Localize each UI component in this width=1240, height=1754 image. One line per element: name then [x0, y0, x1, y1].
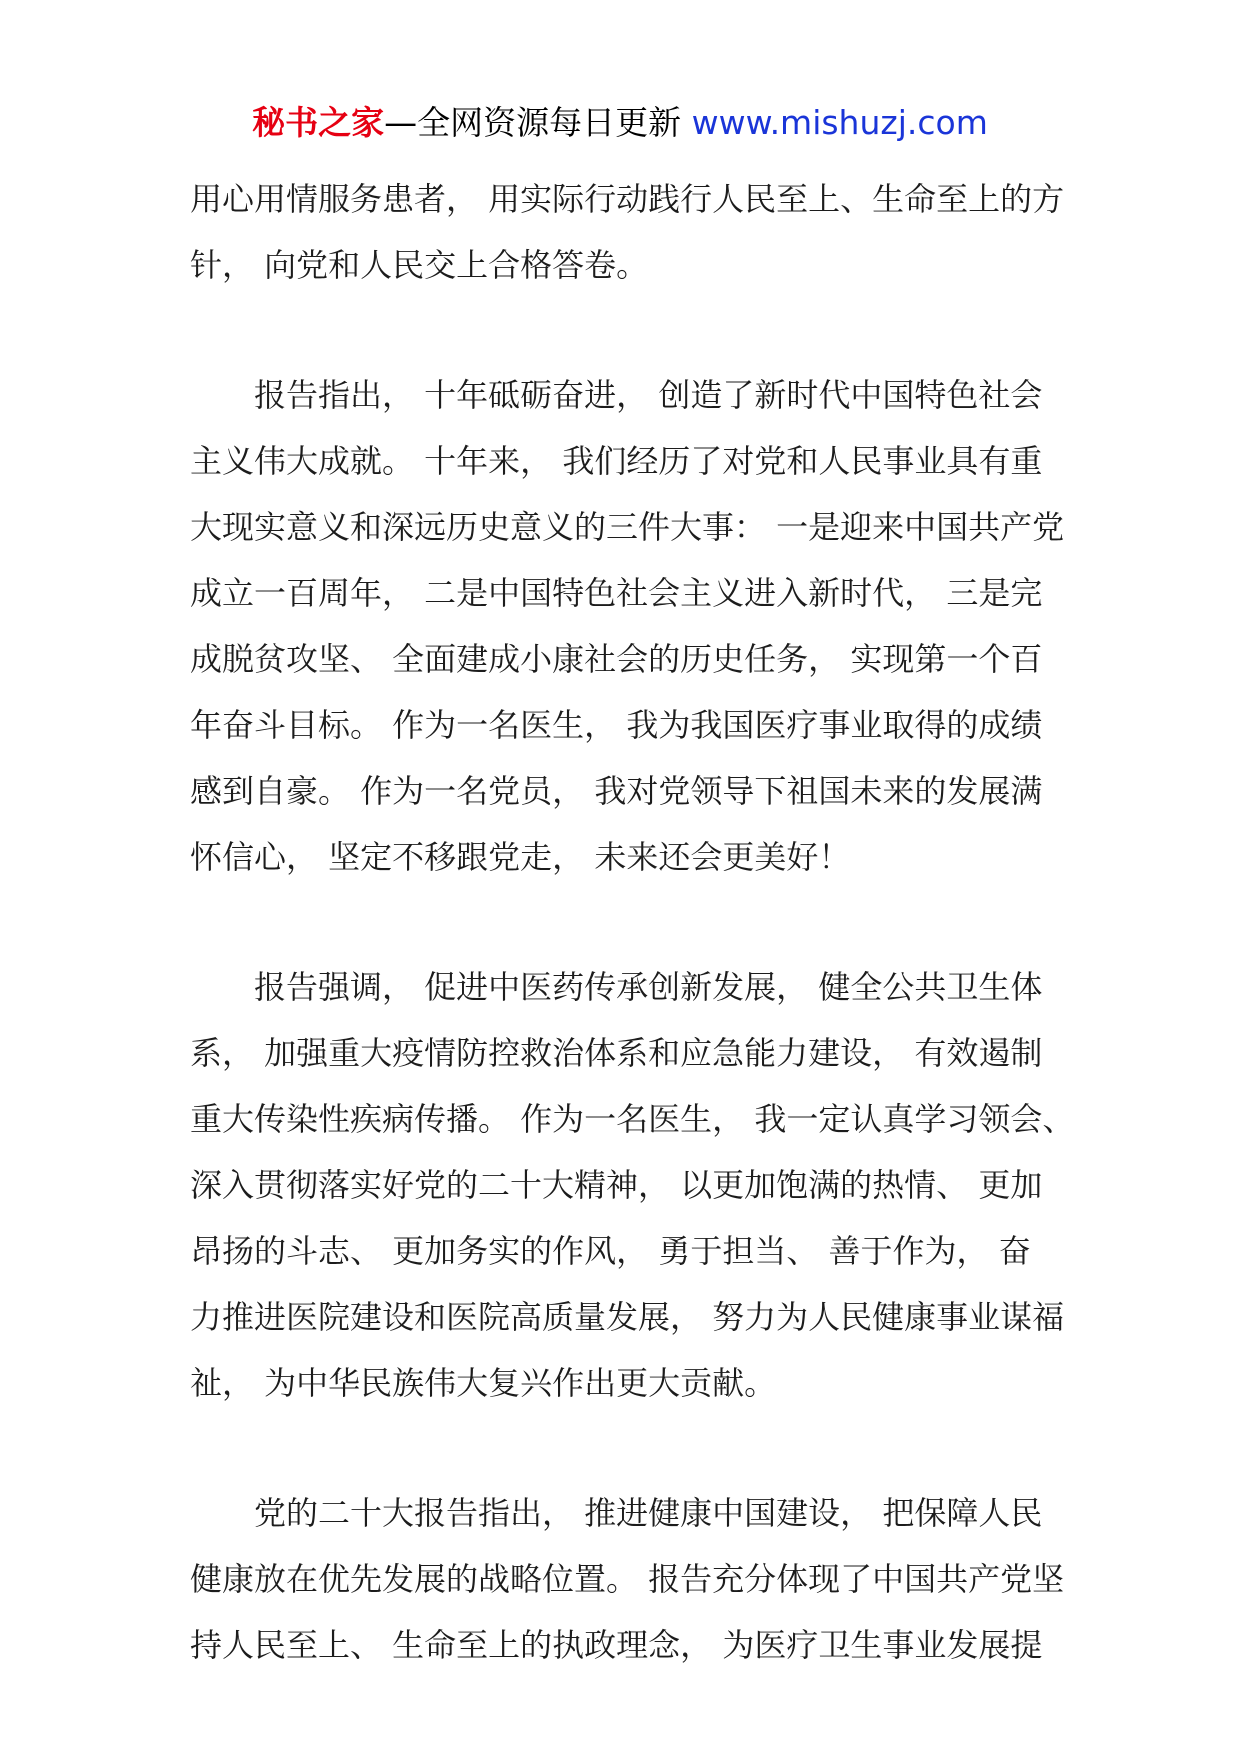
text-line: 报告强调， 促进中医药传承创新发展， 健全公共卫生体: [190, 968, 1043, 1006]
site-header: [0, 100, 1240, 146]
text-line: 力推进医院建设和医院高质量发展， 努力为人民健康事业谋福: [190, 1298, 1065, 1336]
site-slogan: —全网资源每日更新: [384, 103, 682, 142]
text-line: 成立一百周年， 二是中国特色社会主义进入新时代， 三是完: [190, 574, 1043, 612]
text-line: 重大传染性疾病传播。 作为一名医生， 我一定认真学习领会、: [190, 1100, 1075, 1138]
text-line: 成脱贫攻坚、 全面建成小康社会的历史任务， 实现第一个百: [190, 640, 1043, 678]
text-line: 党的二十大报告指出， 推进健康中国建设， 把保障人民: [190, 1494, 1043, 1532]
document-body: [190, 166, 1075, 1678]
paragraph-4: [190, 1480, 1065, 1678]
text-line: 用心用情服务患者， 用实际行动践行人民至上、生命至上的方: [190, 180, 1065, 218]
paragraph-gap: [190, 1416, 1050, 1480]
text-line: 大现实意义和深远历史意义的三件大事： 一是迎来中国共产党: [190, 508, 1065, 546]
text-line: 系， 加强重大疫情防控救治体系和应急能力建设， 有效遏制: [190, 1034, 1043, 1072]
text-line: 祉， 为中华民族伟大复兴作出更大贡献。: [190, 1364, 777, 1402]
text-line: 主义伟大成就。 十年来， 我们经历了对党和人民事业具有重: [190, 442, 1043, 480]
text-line: 年奋斗目标。 作为一名医生， 我为我国医疗事业取得的成绩: [190, 706, 1043, 744]
text-line: 感到自豪。 作为一名党员， 我对党领导下祖国未来的发展满: [190, 772, 1043, 810]
site-brand: 秘书之家: [252, 103, 385, 142]
site-url-link[interactable]: www.mishuzj.com: [691, 103, 988, 142]
text-line: 针， 向党和人民交上合格答卷。: [190, 246, 649, 284]
text-line: 深入贯彻落实好党的二十大精神， 以更加饱满的热情、 更加: [190, 1166, 1043, 1204]
text-line: 昂扬的斗志、 更加务实的作风， 勇于担当、 善于作为， 奋: [190, 1232, 1031, 1270]
text-line: 怀信心， 坚定不移跟党走， 未来还会更美好！: [190, 838, 851, 876]
text-line: 持人民至上、 生命至上的执政理念， 为医疗卫生事业发展提: [190, 1626, 1043, 1664]
paragraph-1: [190, 166, 1065, 298]
paragraph-2: [190, 362, 1065, 890]
text-line: 健康放在优先发展的战略位置。 报告充分体现了中国共产党坚: [190, 1560, 1065, 1598]
paragraph-3: [190, 954, 1075, 1416]
text-line: 报告指出， 十年砥砺奋进， 创造了新时代中国特色社会: [190, 376, 1043, 414]
paragraph-gap: [190, 298, 1050, 362]
paragraph-gap: [190, 890, 1050, 954]
